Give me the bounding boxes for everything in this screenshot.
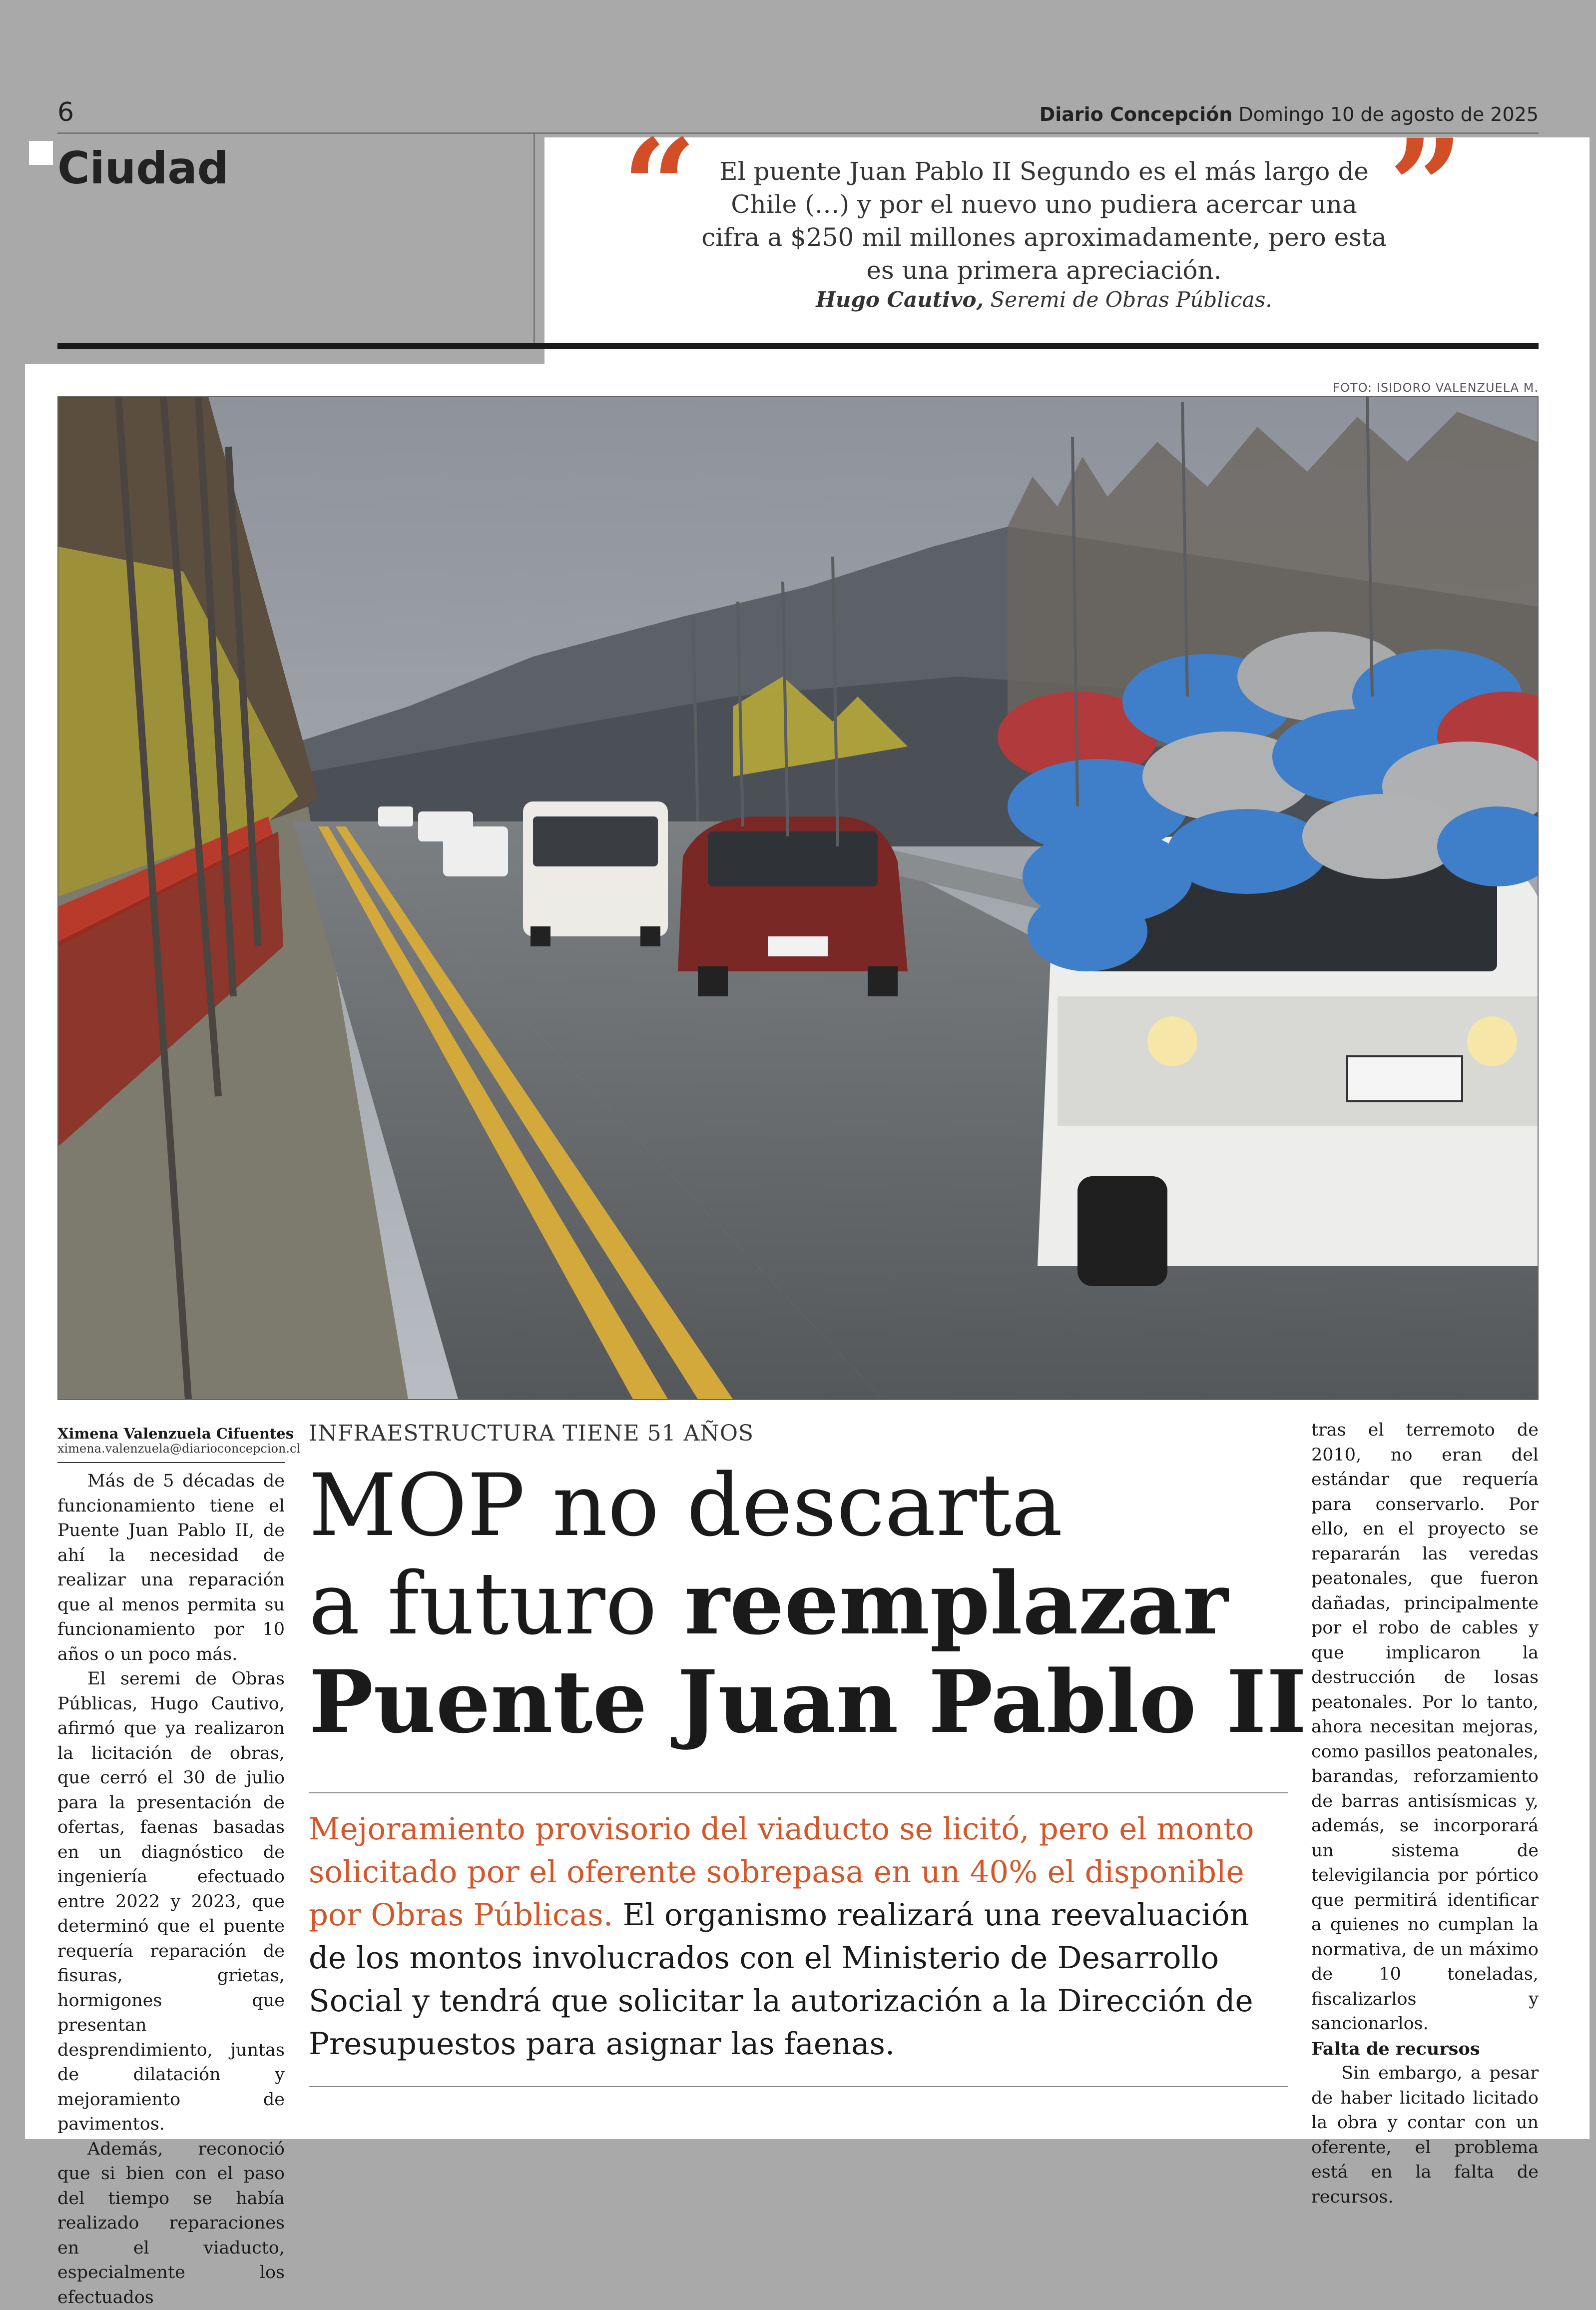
quote-author: Hugo Cautivo, [816, 287, 984, 312]
open-quote-icon: “ [622, 122, 697, 252]
deck [309, 1808, 1288, 2066]
pull-quote: El puente Juan Pablo II Segundo es el más largo de Chile (…) y por el nuevo uno pudiera acercar una cifra a $250 mil millones aproximadamente, pero esta es una primera apreciación. [699, 155, 1389, 287]
headline-line-1: MOP no descarta [309, 1457, 1288, 1554]
close-quote-icon: ” [1389, 122, 1464, 252]
deck-highlight: Mejoramiento provisorio del viaducto se licitó, pero el monto solicitado por el oferente sobrepasa en un 40% el disponible por Obras Públicas. [309, 1811, 1254, 1933]
body-paragraph: Además, reconoció que si bien con el paso del tiempo se había realizado reparaciones en el viaducto, especialmente los efectuados [57, 2137, 285, 2310]
body-paragraph: tras el terremoto de 2010, no eran del estándar que requería para conservarlo. Por ello, en el proyecto se repararán las veredas peatonales, que fueron dañadas, principalmente por el robo de cables y que implicaron la destrucción de losas peatonales. Por lo tanto, ahora necesitan mejoras, como pasillos peatonales, barandas, reforzamiento de barras antisísmicas y, además, se incorporará un sistema de televigilancia por pórtico que permitirá identificar a quienes no cumplan la normativa, de un máximo de 10 toneladas, fiscalizarlos y sancionarlos. [1311, 1418, 1539, 2037]
bridge-photo [57, 396, 1539, 1400]
masthead [1040, 103, 1539, 125]
quote-role: Seremi de Obras Públicas. [991, 287, 1272, 312]
subheading: Falta de recursos [1311, 2037, 1539, 2062]
body-paragraph: Más de 5 décadas de funcionamiento tiene el Puente Juan Pablo II, de ahí la necesidad de realizar una reparación que al menos permita su funcionamiento por 10 años o un poco más. [57, 1469, 285, 1667]
page-number: 6 [57, 97, 74, 127]
deck-rule-bottom [309, 2086, 1288, 2087]
kicker: INFRAESTRUCTURA TIENE 51 AÑOS [309, 1421, 754, 1446]
byline-name: Ximena Valenzuela Cifuentes [57, 1425, 294, 1442]
article-column-left [57, 1469, 285, 2310]
section-title: Ciudad [57, 142, 229, 194]
headline-regular-part: a futuro [309, 1553, 684, 1654]
headline-line-2 [309, 1554, 1288, 1653]
byline-rule [57, 1462, 285, 1463]
deck-rule-top [309, 1792, 1288, 1793]
article-column-right [1311, 1418, 1539, 2210]
header-thick-rule [57, 343, 1539, 349]
section-square-icon [29, 141, 53, 165]
quote-attribution [699, 287, 1389, 312]
headline-bold-line: Puente Juan Pablo II [309, 1651, 1307, 1752]
photo-credit: FOTO: ISIDORO VALENZUELA M. [1333, 381, 1539, 395]
issue-date: Domingo 10 de agosto de 2025 [1238, 103, 1539, 125]
deck-body: El organismo realizará una reevaluación de los montos involucrados con el Ministerio de Desarrollo Social y tendrá que solicitar la autorización a la Dirección de Presupuestos para asignar las faenas. [309, 1897, 1253, 2062]
body-paragraph: El seremi de Obras Públicas, Hugo Cautivo, afirmó que ya realizaron la licitación de obras, que cerró el 30 de julio para la presentación de ofertas, faenas basadas en un diagnóstico de ingeniería efectuado entre 2022 y 2023, que determinó que el puente requería reparación de fisuras, grietas, hormigones que presentan desprendimiento, juntas de dilatación y mejoramiento de pavimentos. [57, 1667, 285, 2137]
byline-email[interactable]: ximena.valenzuela@diarioconcepcion.cl [57, 1442, 300, 1456]
headline-line-3 [309, 1653, 1288, 1751]
headline [309, 1457, 1288, 1751]
header-divider [533, 134, 535, 344]
header-rule [57, 132, 1539, 134]
headline-bold-part: reemplazar [684, 1552, 1228, 1654]
newspaper-name: Diario Concepción [1040, 103, 1233, 125]
body-paragraph: Sin embargo, a pesar de haber licitado licitado la obra y contar con un oferente, el problema está en la falta de recursos. [1311, 2061, 1539, 2210]
